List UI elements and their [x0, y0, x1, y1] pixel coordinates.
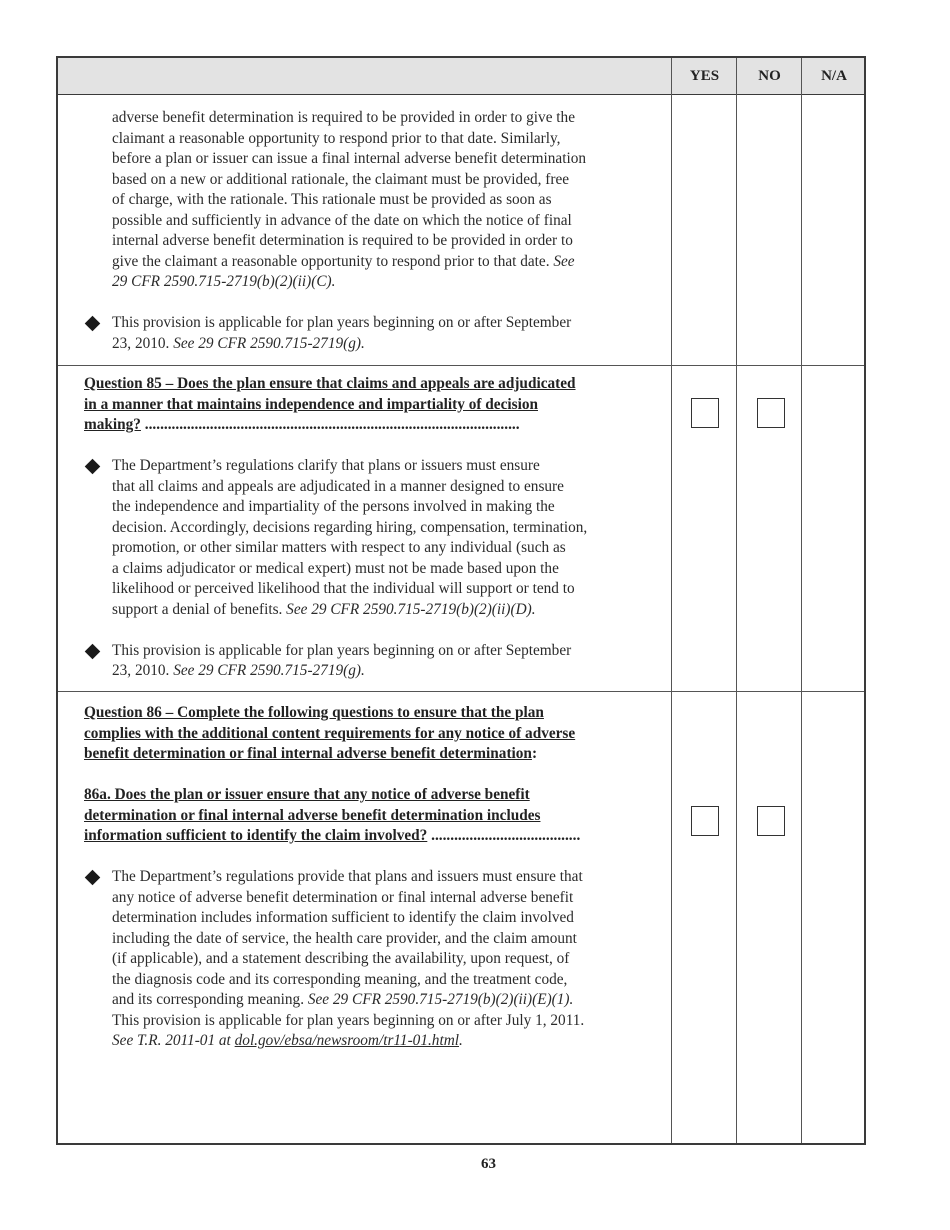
- citation: See 29 CFR 2590.715-2719(g).: [173, 334, 365, 352]
- citation: See: [553, 252, 575, 270]
- diamond-bullet-icon: [85, 870, 101, 886]
- diamond-bullet-icon: [85, 316, 101, 332]
- bullet-item: The Department’s regulations provide that plans and issuers must ensure that any notice of adverse benefit determination or final internal adverse benefit determination includes information sufficient to identify the claim involved including the date of service, the health care provider, and the claim amount (if applicable), and a statement describing the availability, upon request, of the diagnosis code and its corresponding meaning, and the treatment code, and its corresponding meaning. See 29 CFR 2590.715-2719(b)(2)(ii)(E)(1). This provision is applicable for plan years beginning on or after July 1, 2011. See T.R. 2011-01 at dol.gov/ebsa/newsroom/tr11-01.html.: [58, 867, 670, 1052]
- q86a-no-checkbox[interactable]: [757, 806, 785, 836]
- text-line: of charge, with the rationale. This rationale must be provided as soon as: [112, 191, 552, 208]
- page-number: 63: [481, 1156, 496, 1172]
- text-line: give the claimant a reasonable opportunity to respond prior to that date.: [112, 252, 554, 270]
- question-86a-title: 86a. Does the plan or issuer ensure that any notice of adverse benefit determination or final internal adverse benefit determination includes information sufficient to identify the claim involved? .......................................: [84, 786, 581, 844]
- text-line: adverse benefit determination is required to be provided in order to give the: [112, 109, 575, 126]
- text-line: possible and sufficiently in advance of the date on which the notice of final: [112, 211, 572, 229]
- bullet-item: This provision is applicable for plan years beginning on or after September 23, 2010. See 29 CFR 2590.715-2719(g).: [58, 641, 670, 682]
- question-85: [58, 374, 670, 682]
- column-header-no: NO: [758, 68, 781, 84]
- continuation-paragraph: [58, 108, 670, 293]
- text-line: internal adverse benefit determination is required to be provided in order to: [112, 232, 573, 249]
- question-85-title: Question 85 – Does the plan ensure that claims and appeals are adjudicated in a manner that maintains independence and impartiality of decision making? ..................................................................................................: [84, 375, 576, 433]
- q86a-yes-checkbox[interactable]: [691, 806, 719, 836]
- citation: See 29 CFR 2590.715-2719(b)(2)(ii)(D).: [286, 600, 536, 618]
- text-line: based on a new or additional rationale, the claimant must be provided, free: [112, 170, 570, 188]
- column-header-na: N/A: [821, 68, 847, 84]
- column-divider: [801, 58, 802, 1143]
- bullet-item: This provision is applicable for plan years beginning on or after September 23, 2010. See 29 CFR 2590.715-2719(g).: [58, 313, 670, 354]
- row-divider: [58, 691, 864, 692]
- question-86: [58, 703, 670, 1052]
- tr11-01-link[interactable]: dol.gov/ebsa/newsroom/tr11-01.html: [234, 1032, 459, 1049]
- checklist-table: [56, 56, 866, 1145]
- citation: See T.R. 2011-01 at: [112, 1032, 235, 1049]
- row-divider: [58, 365, 864, 366]
- citation: See 29 CFR 2590.715-2719(b)(2)(ii)(E)(1).: [307, 991, 574, 1008]
- diamond-bullet-icon: [85, 459, 101, 475]
- citation: See 29 CFR 2590.715-2719(g).: [173, 662, 365, 679]
- question-86-title: Question 86 – Complete the following questions to ensure that the plan complies with the additional content requirements for any notice of adverse benefit determination or final internal adverse benefit determination:: [84, 704, 576, 762]
- text-line: before a plan or issuer can issue a final internal adverse benefit determination: [112, 150, 587, 167]
- q85-no-checkbox[interactable]: [757, 398, 785, 428]
- text-line: claimant a reasonable opportunity to respond prior to that date. Similarly,: [112, 129, 561, 147]
- q85-yes-checkbox[interactable]: [691, 398, 719, 428]
- column-divider: [736, 58, 737, 1143]
- bullet-item: The Department’s regulations clarify that plans or issuers must ensure that all claims and appeals are adjudicated in a manner designed to ensure the independence and impartiality of the persons involved in making the decision. Accordingly, decisions regarding hiring, compensation, termination, promotion, or other similar matters with respect to any individual (such as a claims adjudicator or medical expert) must not be made based upon the likelihood or perceived likelihood that the individual will support or tend to support a denial of benefits. See 29 CFR 2590.715-2719(b)(2)(ii)(D).: [58, 456, 670, 620]
- citation: 29 CFR 2590.715-2719(b)(2)(ii)(C).: [112, 273, 336, 290]
- diamond-bullet-icon: [85, 643, 101, 659]
- row-continuation: [58, 108, 670, 354]
- column-header-yes: YES: [689, 68, 720, 84]
- column-divider: [671, 58, 672, 1143]
